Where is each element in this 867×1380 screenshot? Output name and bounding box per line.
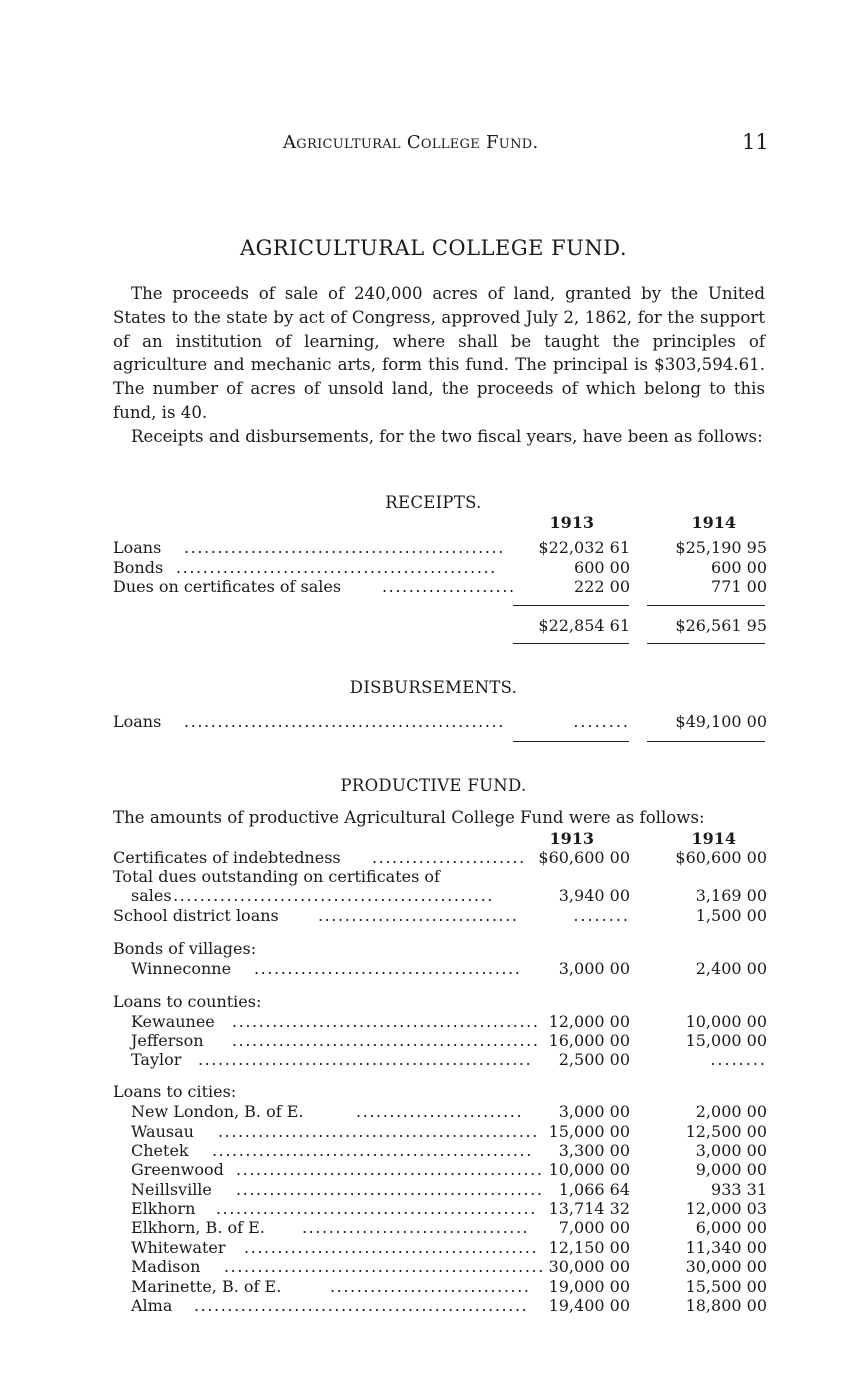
- row-label: School district loans: [113, 906, 279, 925]
- counties-row-jefferson: [113, 1031, 767, 1051]
- row-label: Jefferson: [131, 1031, 204, 1050]
- productive-fund-heading: PRODUCTIVE FUND.: [340, 776, 527, 795]
- cities-row-greenwood: [113, 1160, 767, 1180]
- disbursements-row-loans: [113, 712, 767, 732]
- value-1914: 3,169 00: [695, 886, 767, 905]
- cities-row-neillsville: [113, 1180, 767, 1200]
- bonds-of-villages-heading: Bonds of villages:: [113, 939, 257, 958]
- row-label: Taylor: [131, 1050, 182, 1069]
- value-1913: 1,066 64: [558, 1180, 630, 1199]
- value-1914: 1,500 00: [695, 906, 767, 925]
- leader-dots: ..............................................: [236, 1160, 544, 1179]
- cities-row-elkhorn: [113, 1199, 767, 1219]
- productive-row-certificates: [113, 848, 767, 868]
- cities-row-wausau: [113, 1122, 767, 1142]
- leader-dots: ................................................: [216, 1199, 537, 1218]
- intro-paragraph-2: [113, 425, 765, 449]
- row-label: Greenwood: [131, 1160, 224, 1179]
- receipts-row-bonds: [113, 558, 767, 578]
- value-1913: 10,000 00: [548, 1160, 630, 1179]
- value-1913: $60,600 00: [538, 848, 630, 867]
- value-1914: 12,500 00: [685, 1122, 767, 1141]
- productive-year-1914: 1914: [691, 829, 736, 848]
- receipts-row-dues: [113, 577, 767, 597]
- leader-dots: ..............................: [318, 906, 519, 925]
- row-label: Marinette, B. of E.: [131, 1277, 282, 1296]
- value-1913: 13,714 32: [548, 1199, 630, 1218]
- cities-row-marinette: [113, 1277, 767, 1297]
- disbursements-rule-1913: [513, 741, 629, 742]
- productive-fund-intro: The amounts of productive Agricultural College Fund were as follows:: [113, 808, 705, 827]
- value-1913: 16,000 00: [548, 1031, 630, 1050]
- receipts-row-loans: [113, 538, 767, 558]
- leader-dots: ..................................................: [198, 1050, 533, 1069]
- intro-paragraph-1: [113, 282, 765, 425]
- value-1914: $49,100 00: [675, 712, 767, 731]
- value-1913: 222 00: [574, 577, 630, 596]
- row-label: Whitewater: [131, 1238, 226, 1257]
- productive-row-school-district: [113, 906, 767, 926]
- leader-dots: .........................: [356, 1102, 524, 1121]
- page-number: 11: [742, 130, 769, 154]
- value-1913: 3,000 00: [558, 959, 630, 978]
- productive-row-total-dues: [113, 886, 767, 906]
- value-1913: 19,400 00: [548, 1296, 630, 1315]
- value-1913: 3,940 00: [558, 886, 630, 905]
- leader-dots: ........................................: [254, 959, 522, 978]
- disbursements-rule-1914: [647, 741, 765, 742]
- value-1914: 30,000 00: [685, 1257, 767, 1276]
- leader-dots: ................................................: [184, 712, 505, 731]
- leader-dots: ................................................: [212, 1141, 533, 1160]
- leader-dots: ..................................................: [194, 1296, 529, 1315]
- counties-row-taylor: [113, 1050, 767, 1070]
- disbursements-heading: DISBURSEMENTS.: [349, 678, 518, 697]
- value-1914: 15,000 00: [685, 1031, 767, 1050]
- row-label: Madison: [131, 1257, 201, 1276]
- receipts-year-1914: 1914: [691, 513, 736, 532]
- value-1914: 2,400 00: [695, 959, 767, 978]
- value-1914: 9,000 00: [695, 1160, 767, 1179]
- row-label: Elkhorn: [131, 1199, 196, 1218]
- leader-dots: ................................................: [184, 538, 505, 557]
- row-label: Wausau: [131, 1122, 194, 1141]
- value-1914: 10,000 00: [685, 1012, 767, 1031]
- value-1914: 600 00: [711, 558, 767, 577]
- cities-row-alma: [113, 1296, 767, 1316]
- cities-row-madison: [113, 1257, 767, 1277]
- value-1914: 2,000 00: [695, 1102, 767, 1121]
- leader-dots: ............................................: [244, 1238, 539, 1257]
- leader-dots: ................................................: [173, 886, 494, 905]
- row-label: Alma: [131, 1296, 173, 1315]
- cities-row-chetek: [113, 1141, 767, 1161]
- intro-paragraph-1-text: The proceeds of sale of 240,000 acres of land, granted by the United States to the state by act of Congress, approved July 2, 1862, for the support of an institution of learning, where shall be taught the principles of agriculture and mechanic arts, form this fund. The principal is $303,594.61. The number of acres of unsold land, the proceeds of which belong to this fund, is 40.: [113, 284, 765, 422]
- value-1914: 3,000 00: [695, 1141, 767, 1160]
- page-title: AGRICULTURAL COLLEGE FUND.: [239, 236, 628, 260]
- value-1914: 12,000 03: [685, 1199, 767, 1218]
- value-1914: 18,800 00: [685, 1296, 767, 1315]
- value-1914: 11,340 00: [685, 1238, 767, 1257]
- cities-row-whitewater: [113, 1238, 767, 1258]
- value-1913: 19,000 00: [548, 1277, 630, 1296]
- loans-to-counties-heading: Loans to counties:: [113, 992, 262, 1011]
- leader-dots: ....................: [382, 577, 516, 596]
- receipts-total-rule-1913: [513, 643, 629, 644]
- receipts-year-1913: 1913: [549, 513, 594, 532]
- value-1913: ........: [573, 712, 630, 731]
- running-head-title: Agricultural College Fund.: [283, 132, 539, 153]
- total-dues-label-line1: Total dues outstanding on certificates of: [113, 867, 440, 886]
- value-1914: 771 00: [711, 577, 767, 596]
- row-label: Neillsville: [131, 1180, 212, 1199]
- value-1913: 12,150 00: [548, 1238, 630, 1257]
- value-1914: 15,500 00: [685, 1277, 767, 1296]
- value-1913: $22,032 61: [538, 538, 630, 557]
- row-label: Certificates of indebtedness: [113, 848, 341, 867]
- row-label: Loans: [113, 712, 162, 731]
- villages-row-winneconne: [113, 959, 767, 979]
- leader-dots: ..............................................: [232, 1012, 540, 1031]
- value-1913: 2,500 00: [558, 1050, 630, 1069]
- cities-row-elkhorn-b-of-e: [113, 1218, 767, 1238]
- productive-year-1913: 1913: [549, 829, 594, 848]
- row-label: Chetek: [131, 1141, 189, 1160]
- row-label: Dues on certificates of sales: [113, 577, 342, 596]
- receipts-rule-1914: [647, 605, 765, 606]
- value-1913: 30,000 00: [548, 1257, 630, 1276]
- leader-dots: ................................................: [224, 1257, 545, 1276]
- leader-dots: ................................................: [176, 558, 497, 577]
- receipts-heading: RECEIPTS.: [385, 493, 482, 512]
- row-label: Kewaunee: [131, 1012, 215, 1031]
- total-1913: $22,854 61: [538, 616, 630, 635]
- receipts-total-rule-1914: [647, 643, 765, 644]
- leader-dots: ................................................: [218, 1122, 539, 1141]
- value-1914: $60,600 00: [675, 848, 767, 867]
- value-1913: 600 00: [574, 558, 630, 577]
- value-1913: 12,000 00: [548, 1012, 630, 1031]
- row-label: Winneconne: [131, 959, 232, 978]
- value-1914: $25,190 95: [675, 538, 767, 557]
- total-1914: $26,561 95: [675, 616, 767, 635]
- row-label: New London, B. of E.: [131, 1102, 304, 1121]
- value-1913: ........: [573, 906, 630, 925]
- value-1913: 3,000 00: [558, 1102, 630, 1121]
- leader-dots: ..............................................: [236, 1180, 544, 1199]
- leader-dots: ..............................: [330, 1277, 531, 1296]
- row-label: Elkhorn, B. of E.: [131, 1218, 265, 1237]
- row-label: sales: [131, 886, 172, 905]
- value-1913: 7,000 00: [558, 1218, 630, 1237]
- leader-dots: ..................................: [302, 1218, 530, 1237]
- value-1914: 933 31: [711, 1180, 767, 1199]
- counties-row-kewaunee: [113, 1012, 767, 1032]
- leader-dots: ..............................................: [232, 1031, 540, 1050]
- value-1913: 15,000 00: [548, 1122, 630, 1141]
- row-label: Loans: [113, 538, 162, 557]
- receipts-total-row: [113, 616, 767, 636]
- intro-paragraph-2-text: Receipts and disbursements, for the two fiscal years, have been as follows:: [131, 427, 763, 446]
- value-1914: 6,000 00: [695, 1218, 767, 1237]
- cities-row-new-london: [113, 1102, 767, 1122]
- value-1914: ........: [710, 1050, 767, 1069]
- loans-to-cities-heading: Loans to cities:: [113, 1082, 237, 1101]
- value-1913: 3,300 00: [558, 1141, 630, 1160]
- row-label: Bonds: [113, 558, 164, 577]
- receipts-rule-1913: [513, 605, 629, 606]
- leader-dots: .......................: [372, 848, 526, 867]
